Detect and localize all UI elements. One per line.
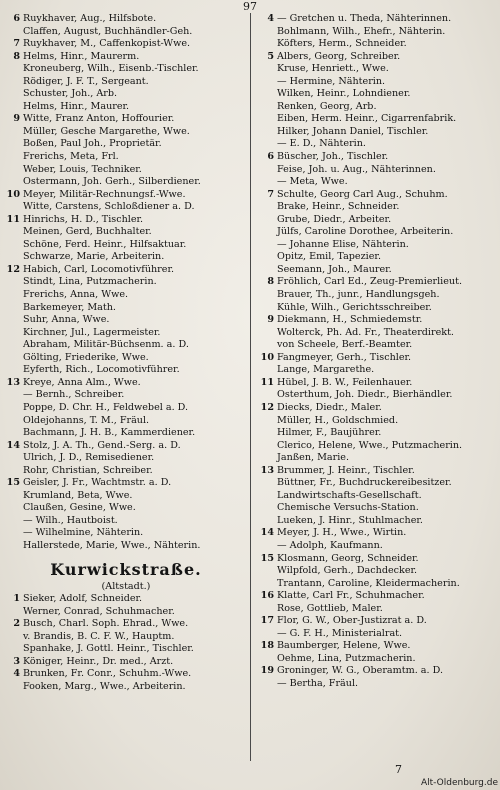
house-number: 6 <box>267 151 274 163</box>
resident-entry: Fangmeyer, Gerh., Tischler. <box>277 351 412 363</box>
directory-entry <box>258 264 500 277</box>
directory-entry <box>4 314 248 327</box>
directory-entry <box>4 289 248 302</box>
directory-entry <box>258 477 500 490</box>
directory-entry <box>258 527 500 540</box>
house-number: 4 <box>267 13 274 24</box>
resident-entry: Helms, Hinr., Maurer. <box>23 100 130 112</box>
house-number: 13 <box>260 464 274 476</box>
resident-entry: Trantann, Caroline, Kleidermacherin. <box>277 577 460 589</box>
directory-entry <box>258 578 500 591</box>
directory-entry <box>258 13 500 26</box>
resident-entry: Hallerstede, Marie, Wwe., Nähterin. <box>23 539 201 551</box>
watermark: Alt-Oldenburg.de <box>420 778 498 788</box>
directory-entry <box>4 339 248 352</box>
resident-entry: Hilmer, F., Baujührer. <box>277 427 382 439</box>
directory-entry <box>258 339 500 352</box>
resident-entry: Osterthum, Joh. Diedr., Bierhändler. <box>277 389 453 401</box>
directory-entry <box>258 452 500 465</box>
directory-entry <box>258 327 500 340</box>
resident-entry: Bachmann, J. H. B., Kammerdiener. <box>23 427 196 439</box>
house-number: 10 <box>6 188 20 200</box>
resident-entry: Brunken, Fr. Conr., Schuhm.-Wwe. <box>23 668 192 680</box>
directory-entry <box>4 681 248 694</box>
directory-entry <box>258 26 500 39</box>
resident-entry: Rose, Gottlieb, Maler. <box>277 602 383 614</box>
directory-entry <box>4 13 248 26</box>
directory-entry <box>258 63 500 76</box>
directory-entry <box>4 618 248 631</box>
directory-entry <box>258 164 500 177</box>
resident-entry: Geisler, J. Fr., Wachtmstr. a. D. <box>23 477 172 489</box>
directory-entry <box>4 38 248 51</box>
directory-entry <box>258 76 500 89</box>
resident-entry: Schwarze, Marie, Arbeiterin. <box>23 251 165 263</box>
house-number: 7 <box>267 188 274 200</box>
resident-entry: — Johanne Elise, Nähterin. <box>277 238 409 250</box>
directory-entry <box>4 643 248 656</box>
house-number: 9 <box>267 314 274 326</box>
house-number: 14 <box>260 527 274 539</box>
directory-entry <box>4 264 248 277</box>
resident-entry: Schöne, Ferd. Heinr., Hilfsaktuar. <box>23 238 187 250</box>
resident-entry: Bohlmann, Wilh., Ehefr., Nähterin. <box>277 25 446 37</box>
resident-entry: Kirchner, Jul., Lagermeister. <box>23 326 161 338</box>
resident-entry: Eiben, Herm. Heinr., Cigarrenfabrik. <box>277 113 457 125</box>
resident-entry: Büttner, Fr., Buchdruckereibesitzer. <box>277 477 452 489</box>
resident-entry: Albers, Georg, Schreiber. <box>277 50 401 62</box>
resident-entry: Büscher, Joh., Tischler. <box>277 151 389 163</box>
resident-entry: Ulrich, J. D., Remisediener. <box>23 452 155 464</box>
directory-entry <box>258 540 500 553</box>
directory-entry <box>258 189 500 202</box>
resident-entry: Clerico, Helene, Wwe., Putzmacherin. <box>277 439 463 451</box>
resident-entry: Müller, H., Goldschmied. <box>277 414 399 426</box>
resident-entry: Abraham, Militär-Büchsenm. a. D. <box>23 339 189 351</box>
resident-entry: Landwirtschafts-Gesellschaft. <box>277 489 422 501</box>
house-number: 8 <box>267 276 274 288</box>
resident-entry: Hübel, J. B. W., Feilenhauer. <box>277 376 413 388</box>
resident-entry: Renken, Georg, Arb. <box>277 100 377 112</box>
directory-entry <box>4 465 248 478</box>
resident-entry: — Adolph, Kaufmann. <box>277 539 383 551</box>
resident-entry: Busch, Charl. Soph. Ehrad., Wwe. <box>23 618 189 630</box>
directory-entry <box>4 402 248 415</box>
resident-entry: Wolterck, Ph. Ad. Fr., Theaterdirekt. <box>277 326 454 338</box>
resident-entry: Spanhake, J. Gottl. Heinr., Tischler. <box>23 643 194 655</box>
resident-entry: von Scheele, Berf.-Beamter. <box>277 339 413 351</box>
directory-entry <box>4 302 248 315</box>
directory-entry <box>258 101 500 114</box>
directory-entry <box>4 201 248 214</box>
resident-entry: Meyer, J. H., Wwe., Wirtin. <box>277 527 407 539</box>
directory-entry <box>4 164 248 177</box>
directory-entry <box>258 289 500 302</box>
resident-entry: Schulte, Georg Carl Aug., Schuhm. <box>277 188 448 200</box>
directory-entry <box>4 502 248 515</box>
resident-entry: — Wilhelmine, Nähterin. <box>23 527 144 539</box>
resident-entry: Barkemeyer, Math. <box>23 301 116 313</box>
directory-entry <box>258 151 500 164</box>
resident-entry: Müller, Gesche Margarethe, Wwe. <box>23 125 190 137</box>
resident-entry: Grube, Diedr., Arbeiter. <box>277 213 392 225</box>
directory-entry <box>4 101 248 114</box>
resident-entry: Sieker, Adolf, Schneider. <box>23 593 143 605</box>
directory-entry <box>258 352 500 365</box>
resident-entry: Oehme, Lina, Putzmacherin. <box>277 652 416 664</box>
resident-entry: Krumland, Beta, Wwe. <box>23 489 133 501</box>
resident-entry: Diekmann, H., Schmiedemstr. <box>277 314 423 326</box>
directory-entry <box>4 26 248 39</box>
resident-entry: Jülfs, Caroline Dorothee, Arbeiterin. <box>277 226 454 238</box>
resident-entry: Ruykhaver, M., Caffenkopist-Wwe. <box>23 38 191 50</box>
resident-entry: Rohr, Christian, Schreiber. <box>23 464 153 476</box>
house-number: 14 <box>6 439 20 451</box>
directory-entry <box>258 427 500 440</box>
directory-entry <box>258 490 500 503</box>
directory-entry <box>258 226 500 239</box>
resident-entry: Opitz, Emil, Tapezier. <box>277 251 381 263</box>
directory-entry <box>258 415 500 428</box>
directory-entry <box>4 427 248 440</box>
resident-entry: Hilker, Johann Daniel, Tischler. <box>277 125 429 137</box>
directory-entry <box>258 276 500 289</box>
resident-entry: Seemann, Joh., Maurer. <box>277 263 392 275</box>
resident-entry: — E. D., Nähterin. <box>277 138 366 150</box>
directory-entry <box>258 302 500 315</box>
directory-entry <box>4 76 248 89</box>
resident-entry: Diecks, Diedr., Maler. <box>277 401 382 413</box>
house-number: 11 <box>6 213 20 225</box>
directory-entry <box>258 515 500 528</box>
directory-entry <box>4 51 248 64</box>
resident-entry: Wilpfold, Gerh., Dachdecker. <box>277 565 418 577</box>
directory-entry <box>258 678 500 691</box>
directory-entry <box>258 51 500 64</box>
resident-entry: Hinrichs, H. D., Tischler. <box>23 213 144 225</box>
resident-entry: Poppe, D. Chr. H., Feldwebel a. D. <box>23 401 189 413</box>
resident-entry: — Meta, Wwe. <box>277 176 348 188</box>
directory-entry <box>4 593 248 606</box>
directory-entry <box>4 214 248 227</box>
resident-entry: Kroneuberg, Wilh., Eisenb.-Tischler. <box>23 63 199 75</box>
resident-entry: Meinen, Gerd, Buchhalter. <box>23 226 152 238</box>
resident-entry: Wilken, Heinr., Lohndiener. <box>277 88 411 100</box>
directory-entry <box>258 615 500 628</box>
footer-number: 7 <box>395 763 402 776</box>
house-number: 3 <box>13 655 20 667</box>
directory-entry <box>258 665 500 678</box>
directory-entry <box>258 176 500 189</box>
resident-entry: Meyer, Militär-Rechnungsf.-Wwe. <box>23 188 186 200</box>
resident-entry: Brauer, Th., junr., Handlungsgeh. <box>277 289 440 301</box>
house-number: 10 <box>260 351 274 363</box>
directory-entry <box>258 502 500 515</box>
resident-entry: Oldejohanns, T. M., Fräul. <box>23 414 150 426</box>
house-number: 5 <box>267 50 274 62</box>
resident-entry: Klatte, Carl Fr., Schuhmacher. <box>277 590 425 602</box>
directory-entry <box>258 201 500 214</box>
directory-entry <box>258 653 500 666</box>
resident-entry: Fröhlich, Carl Ed., Zeug-Premierlieut. <box>277 276 462 288</box>
directory-entry <box>258 38 500 51</box>
resident-entry: Königer, Heinr., Dr. med., Arzt. <box>23 655 174 667</box>
directory-entry <box>4 527 248 540</box>
resident-entry: — Bernh., Schreiber. <box>23 389 125 401</box>
resident-entry: Flor, G. W., Ober-Justizrat a. D. <box>277 615 427 627</box>
directory-entry <box>4 656 248 669</box>
directory-entry <box>4 239 248 252</box>
street-subheading <box>4 581 248 594</box>
directory-entry <box>258 88 500 101</box>
directory-entry <box>4 490 248 503</box>
resident-entry: Brake, Heinr., Schneider. <box>277 201 400 213</box>
resident-entry: Köfters, Herm., Schneider. <box>277 38 407 50</box>
street-heading <box>4 559 248 581</box>
directory-entry <box>4 540 248 553</box>
directory-entry <box>4 477 248 490</box>
directory-entry <box>4 189 248 202</box>
district-name: (Altstadt.) <box>101 580 151 592</box>
directory-entry <box>4 88 248 101</box>
house-number: 6 <box>13 13 20 24</box>
resident-entry: Weber, Louis, Techniker. <box>23 163 142 175</box>
directory-entry <box>4 352 248 365</box>
directory-entry <box>4 151 248 164</box>
directory-entry <box>258 440 500 453</box>
resident-entry: Baumberger, Helene, Wwe. <box>277 640 411 652</box>
house-number: 15 <box>6 477 20 489</box>
resident-entry: Claußen, Gesine, Wwe. <box>23 502 136 514</box>
resident-entry: — Hermine, Nähterin. <box>277 75 386 87</box>
directory-entry <box>258 603 500 616</box>
directory-entry <box>258 553 500 566</box>
resident-entry: Stindt, Lina, Putzmacherin. <box>23 276 157 288</box>
directory-entry <box>258 138 500 151</box>
resident-entry: — Bertha, Fräul. <box>277 677 359 689</box>
directory-entry <box>4 377 248 390</box>
resident-entry: — G. F. H., Ministerialrat. <box>277 627 403 639</box>
directory-entry <box>4 440 248 453</box>
directory-entry <box>258 214 500 227</box>
house-number: 15 <box>260 552 274 564</box>
resident-entry: Werner, Conrad, Schuhmacher. <box>23 605 175 617</box>
house-number: 17 <box>260 615 274 627</box>
resident-entry: Boßen, Paul Joh., Proprietär. <box>23 138 162 150</box>
directory-entry <box>4 251 248 264</box>
resident-entry: Witte, Carstens, Schloßdiener a. D. <box>23 201 195 213</box>
resident-entry: Feise, Joh. u. Aug., Nähterinnen. <box>277 163 436 175</box>
house-number: 13 <box>6 376 20 388</box>
resident-entry: Claffen, August, Buchhändler-Geh. <box>23 25 193 37</box>
house-number: 4 <box>13 668 20 680</box>
resident-entry: Schuster, Joh., Arb. <box>23 88 118 100</box>
directory-entry <box>258 364 500 377</box>
column-divider <box>250 13 251 761</box>
right-column <box>258 13 500 691</box>
house-number: 12 <box>260 401 274 413</box>
directory-entry <box>4 63 248 76</box>
resident-entry: Frerichs, Meta, Frl. <box>23 151 119 163</box>
resident-entry: Chemische Versuchs-Station. <box>277 502 419 514</box>
directory-entry <box>258 314 500 327</box>
directory-entry <box>258 640 500 653</box>
resident-entry: Janßen, Marie. <box>277 452 350 464</box>
directory-entry <box>258 628 500 641</box>
resident-entry: Fooken, Marg., Wwe., Arbeiterin. <box>23 680 186 692</box>
resident-entry: Suhr, Anna, Wwe. <box>23 314 110 326</box>
directory-entry <box>4 415 248 428</box>
resident-entry: — Wilh., Hautboist. <box>23 514 118 526</box>
house-number: 16 <box>260 590 274 602</box>
resident-entry: Helms, Hinr., Maurerm. <box>23 50 140 62</box>
directory-entry <box>4 631 248 644</box>
resident-entry: Frerichs, Anna, Wwe. <box>23 289 129 301</box>
directory-entry <box>258 251 500 264</box>
resident-entry: — Gretchen u. Theda, Nähterinnen. <box>277 13 452 24</box>
resident-entry: Witte, Franz Anton, Hoffourier. <box>23 113 175 125</box>
directory-entry <box>258 126 500 139</box>
house-number: 7 <box>13 38 20 50</box>
directory-entry <box>4 452 248 465</box>
resident-entry: Rödiger, J. F. T., Sergeant. <box>23 75 149 87</box>
house-number: 2 <box>13 618 20 630</box>
house-number: 19 <box>260 665 274 677</box>
directory-entry <box>258 565 500 578</box>
directory-entry <box>4 327 248 340</box>
directory-entry <box>4 113 248 126</box>
house-number: 18 <box>260 640 274 652</box>
house-number: 11 <box>260 376 274 388</box>
directory-entry <box>258 465 500 478</box>
resident-entry: Ostermann, Joh. Gerh., Silberdiener. <box>23 176 201 188</box>
house-number: 12 <box>6 263 20 275</box>
resident-entry: Ruykhaver, Aug., Hilfsbote. <box>23 13 157 24</box>
street-name: Kurwickstraße. <box>50 559 202 579</box>
directory-entry <box>4 276 248 289</box>
directory-entry <box>4 226 248 239</box>
directory-entry <box>258 590 500 603</box>
resident-entry: Groninger, W. G., Oberamtm. a. D. <box>277 665 444 677</box>
left-column <box>4 13 248 693</box>
house-number: 8 <box>13 50 20 62</box>
house-number: 9 <box>13 113 20 125</box>
resident-entry: Brummer, J. Heinr., Tischler. <box>277 464 415 476</box>
directory-entry <box>4 515 248 528</box>
directory-entry <box>4 176 248 189</box>
resident-entry: v. Brandis, B. C. F. W., Hauptm. <box>23 630 175 642</box>
directory-entry <box>258 377 500 390</box>
directory-entry <box>258 239 500 252</box>
resident-entry: Lueken, J. Hinr., Stuhlmacher. <box>277 514 423 526</box>
resident-entry: Kühle, Wilh., Gerichtsschreiber. <box>277 301 432 313</box>
resident-entry: Habich, Carl, Locomotivführer. <box>23 263 175 275</box>
directory-entry <box>4 606 248 619</box>
directory-entry <box>4 389 248 402</box>
resident-entry: Gölting, Friederike, Wwe. <box>23 351 149 363</box>
directory-entry <box>258 389 500 402</box>
directory-entry <box>258 402 500 415</box>
resident-entry: Kruse, Henriett., Wwe. <box>277 63 389 75</box>
resident-entry: Stolz, J. A. Th., Gend.-Serg. a. D. <box>23 439 181 451</box>
directory-entry <box>4 364 248 377</box>
resident-entry: Eyferth, Rich., Locomotivführer. <box>23 364 180 376</box>
directory-entry <box>4 126 248 139</box>
directory-entry <box>4 668 248 681</box>
page-number: 97 <box>243 0 257 13</box>
resident-entry: Klosmann, Georg, Schneider. <box>277 552 419 564</box>
resident-entry: Kreye, Anna Alm., Wwe. <box>23 376 141 388</box>
resident-entry: Lange, Margarethe. <box>277 364 375 376</box>
house-number: 1 <box>13 593 20 605</box>
directory-entry <box>258 113 500 126</box>
directory-entry <box>4 138 248 151</box>
